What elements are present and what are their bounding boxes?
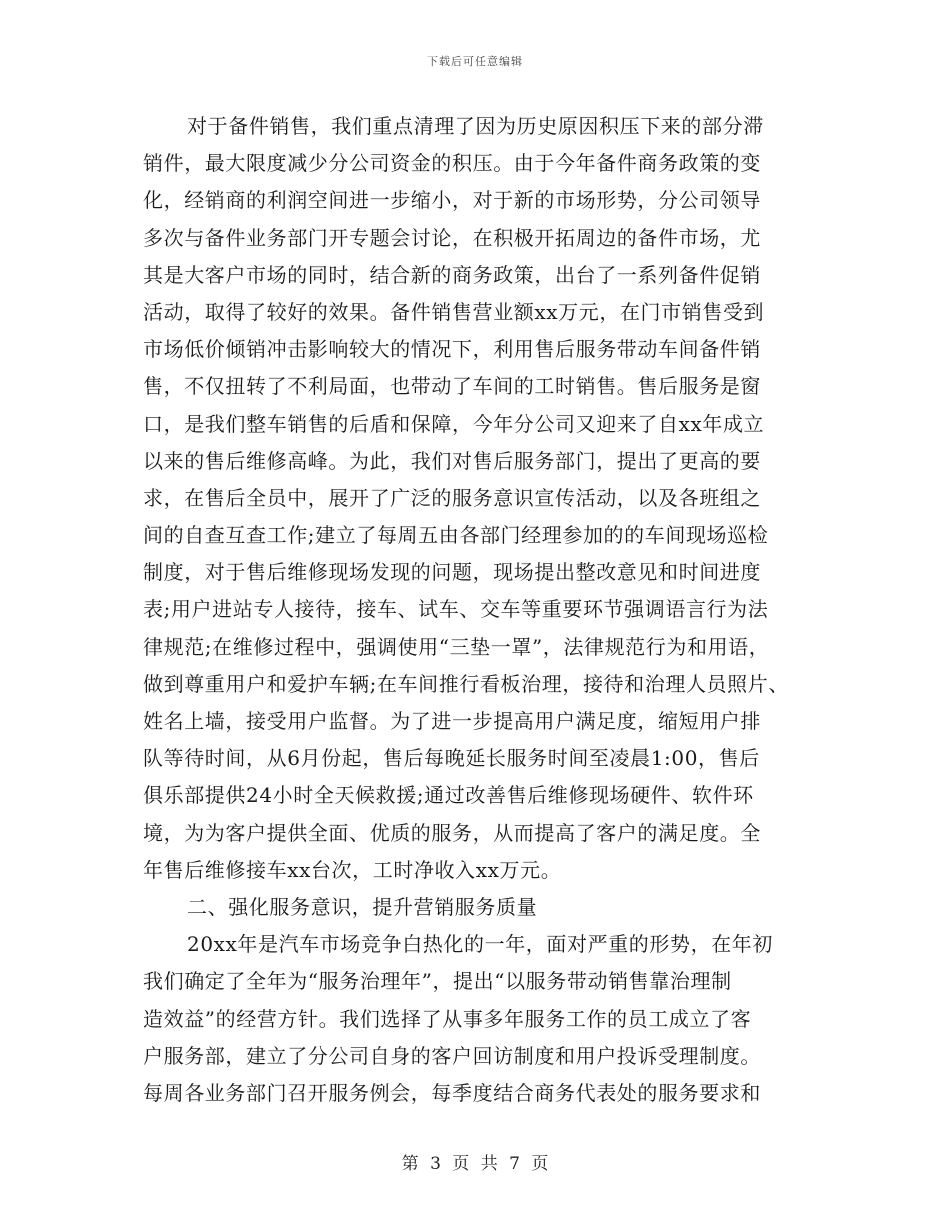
text-line: 口，是我们整车销售的后盾和保障，今年分公司又迎来了自xx年成立: [143, 411, 765, 436]
document-body: [143, 108, 823, 1112]
text-line: 俱乐部提供24小时全天候救援;通过改善售后维修现场硬件、软件环: [143, 783, 754, 808]
page-header-note: 下载后可任意编辑: [427, 55, 523, 68]
page-number-footer: 第 3 页 共 7 页: [401, 1154, 549, 1174]
text-line: 多次与备件业务部门开专题会讨论，在积极开拓周边的备件市场，尤: [143, 225, 761, 250]
text-line: 我们确定了全年为“服务治理年”，提出“以服务带动销售靠治理制: [143, 969, 732, 994]
text-line: 对于备件销售，我们重点清理了因为历史原因积压下来的部分滞: [187, 114, 764, 138]
text-line: 销件，最大限度减少分公司资金的积压。由于今年备件商务政策的变: [143, 151, 761, 176]
text-line: 二、强化服务意识，提升营销服务质量: [187, 894, 538, 919]
text-line: 队等待时间，从6月份起，售后每晚延长服务时间至凌晨1:00，售后: [143, 746, 760, 771]
text-line: 年售后维修接车xx台次，工时净收入xx万元。: [143, 857, 562, 882]
text-line: 制度，对于售后维修现场发现的问题，现场提出整改意见和时间进度: [143, 560, 761, 585]
text-line: 户服务部，建立了分公司自身的客户回访制度和用户投诉受理制度。: [143, 1043, 761, 1068]
text-line: 姓名上墙，接受用户监督。为了进一步提高用户满足度，缩短用户排: [143, 709, 761, 733]
text-line: 律规范;在维修过程中，强调使用“三垫一罩”，法律规范行为和用语，: [143, 634, 770, 659]
text-line: 境，为为客户提供全面、优质的服务，从而提高了客户的满足度。全: [143, 820, 761, 845]
text-line: 活动，取得了较好的效果。备件销售营业额xx万元，在门市销售受到: [143, 299, 765, 324]
text-line: 做到尊重用户和爱护车辆;在车间推行看板治理，接待和治理人员照片、: [143, 671, 789, 696]
text-line: 20xx年是汽车市场竞争白热化的一年，面对严重的形势，在年初: [187, 932, 774, 957]
text-line: 其是大客户市场的同时，结合新的商务政策，出台了一系列备件促销: [143, 262, 761, 287]
text-line: 造效益”的经营方针。我们选择了从事多年服务工作的员工成立了客: [143, 1006, 752, 1031]
text-line: 以来的售后维修高峰。为此，我们对售后服务部门，提出了更高的要: [143, 448, 761, 473]
text-line: 市场低价倾销冲击影响较大的情况下，利用售后服务带动车间备件销: [143, 337, 761, 362]
text-line: 售，不仅扭转了不利局面，也带动了车间的工时销售。售后服务是窗: [143, 374, 761, 399]
text-line: 表;用户进站专人接待，接车、试车、交车等重要环节强调语言行为法: [143, 597, 769, 622]
text-line: 间的自查互查工作;建立了每周五由各部门经理参加的的车间现场巡检: [143, 523, 769, 548]
text-line: 每周各业务部门召开服务例会，每季度结合商务代表处的服务要求和: [143, 1080, 761, 1105]
text-line: 化，经销商的利润空间进一步缩小，对于新的市场形势，分公司领导: [143, 188, 761, 213]
text-line: 求，在售后全员中，展开了广泛的服务意识宣传活动，以及各班组之: [143, 485, 761, 510]
